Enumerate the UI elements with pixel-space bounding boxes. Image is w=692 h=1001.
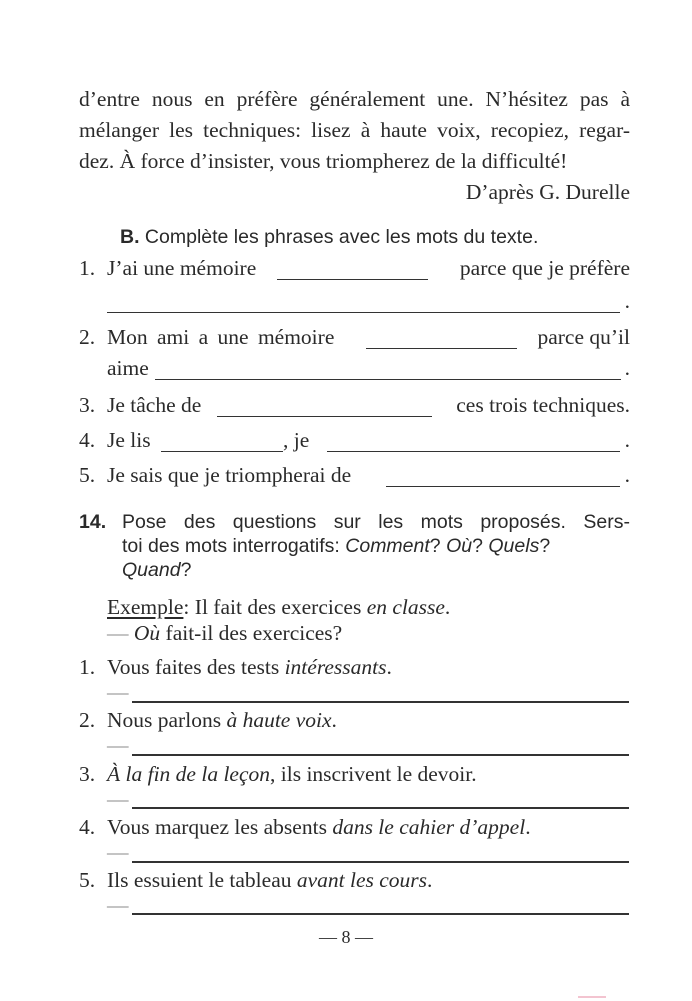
answer-dash: —: [107, 893, 129, 917]
answer-line[interactable]: [132, 807, 629, 809]
word-ou: Où: [446, 535, 473, 557]
section-b-instruction: Complète les phrases avec les mots du texte.: [144, 226, 539, 248]
b-item-5: [79, 463, 630, 488]
item-number: 1.: [79, 655, 96, 679]
item-text: parce qu’il: [537, 325, 630, 349]
example-italic: en classe: [366, 595, 445, 619]
period: .: [624, 289, 630, 313]
answer-line[interactable]: [132, 701, 629, 703]
question-mark: ?: [429, 535, 441, 557]
question-mark: ?: [539, 535, 551, 557]
blank-field[interactable]: [155, 378, 621, 380]
scan-artifact: [578, 996, 606, 998]
section-b-letter: B.: [120, 226, 140, 248]
item-number: 5.: [79, 463, 96, 487]
item-text: Je tâche de: [107, 393, 202, 417]
exercise-14-number: [79, 511, 106, 534]
q-item-3: [79, 762, 477, 787]
answer-line[interactable]: [132, 861, 629, 863]
example-answer-text: fait-il des exercices?: [160, 621, 343, 645]
b-item-4: [79, 428, 630, 453]
blank-field[interactable]: [107, 311, 620, 313]
item-text: , ils inscrivent le devoir.: [270, 762, 477, 786]
item-text: Mon ami a une mémoire: [107, 325, 335, 349]
item-text: .: [427, 868, 433, 892]
page-number: — 8 —: [319, 927, 373, 947]
q-item-2: [79, 708, 337, 733]
answer-dash: —: [107, 840, 129, 864]
example-label: Exemple: [107, 595, 184, 619]
word-comment: Comment: [345, 535, 430, 557]
answer-dash: —: [107, 787, 129, 811]
item-italic: À la fin de la leçon: [107, 762, 271, 786]
period: .: [624, 356, 630, 380]
item-text: Je sais que je triompherai de: [107, 463, 352, 487]
item-text: Nous parlons: [107, 708, 227, 732]
blank-field[interactable]: [277, 278, 428, 280]
blank-field[interactable]: [386, 485, 620, 487]
item-number: 3.: [79, 762, 96, 786]
example-text: Il fait des exercices: [189, 595, 367, 619]
item-italic: intéressants: [284, 655, 387, 679]
item-text: Ils essuient le tableau: [107, 868, 297, 892]
dash: —: [107, 621, 134, 645]
example-answer-italic: Où: [133, 621, 161, 645]
item-text: .: [525, 815, 531, 839]
item-text: .: [386, 655, 392, 679]
item-number: 2.: [79, 325, 96, 349]
blank-field[interactable]: [217, 415, 432, 417]
item-italic: dans le cahier d’appel: [332, 815, 526, 839]
attribution: D’après G. Durelle: [465, 180, 630, 204]
exercise-14-instruction-3: [122, 559, 191, 582]
exercise-14-instruction-2: [122, 535, 550, 558]
q-item-4: [79, 815, 531, 840]
exercise-14-instruction-1: Pose des questions sur les mots proposés. Sers-: [122, 511, 630, 533]
period: .: [624, 428, 630, 452]
section-b-heading: [120, 226, 538, 249]
q-item-5: [79, 868, 433, 893]
question-mark: ?: [472, 535, 483, 557]
instruction-text: toi des mots interrogatifs:: [122, 535, 346, 557]
answer-dash: —: [107, 680, 129, 704]
colon: :: [183, 595, 190, 619]
passage-line-2: mélanger les techniques: lisez à haute voix, recopiez, regar-: [79, 118, 630, 142]
item-number: 4.: [79, 815, 96, 839]
item-text: Vous marquez les absents: [107, 815, 333, 839]
item-text: Je lis: [107, 428, 151, 452]
item-italic: à haute voix: [226, 708, 332, 732]
answer-dash: —: [107, 733, 129, 757]
example-answer: [107, 621, 342, 646]
q-item-1: [79, 655, 392, 680]
passage-line-1: d’entre nous en préfère généralement une. N’hésitez pas à: [79, 87, 630, 111]
question-mark: ?: [180, 559, 192, 581]
blank-field[interactable]: [327, 450, 620, 452]
b-item-2-cont: [107, 356, 630, 381]
item-text: ces trois techniques.: [456, 393, 630, 417]
word-quels: Quels: [488, 535, 540, 557]
word-quand: Quand: [122, 559, 181, 581]
b-item-2: [79, 325, 630, 350]
b-item-1: [79, 256, 630, 281]
blank-field[interactable]: [161, 450, 283, 452]
item-text: J’ai une mémoire: [107, 256, 257, 280]
example-line: [107, 595, 450, 620]
item-text: Vous faites des tests: [107, 655, 285, 679]
item-number: 5.: [79, 868, 96, 892]
b-item-3: [79, 393, 630, 418]
item-number: 2.: [79, 708, 96, 732]
exercise-number: 14.: [79, 511, 107, 533]
item-number: 4.: [79, 428, 96, 452]
item-text: , je: [283, 428, 310, 452]
answer-line[interactable]: [132, 754, 629, 756]
period: .: [624, 463, 630, 487]
passage-line-3: dez. À force d’insister, vous triompherez de la difficulté!: [79, 149, 568, 173]
item-text: parce que je préfère: [459, 256, 630, 280]
period: .: [444, 595, 451, 619]
item-number: 3.: [79, 393, 96, 417]
blank-field[interactable]: [366, 347, 517, 349]
item-text: .: [331, 708, 337, 732]
answer-line[interactable]: [132, 913, 629, 915]
item-text: aime: [107, 356, 149, 380]
item-italic: avant les cours: [296, 868, 428, 892]
item-number: 1.: [79, 256, 96, 280]
